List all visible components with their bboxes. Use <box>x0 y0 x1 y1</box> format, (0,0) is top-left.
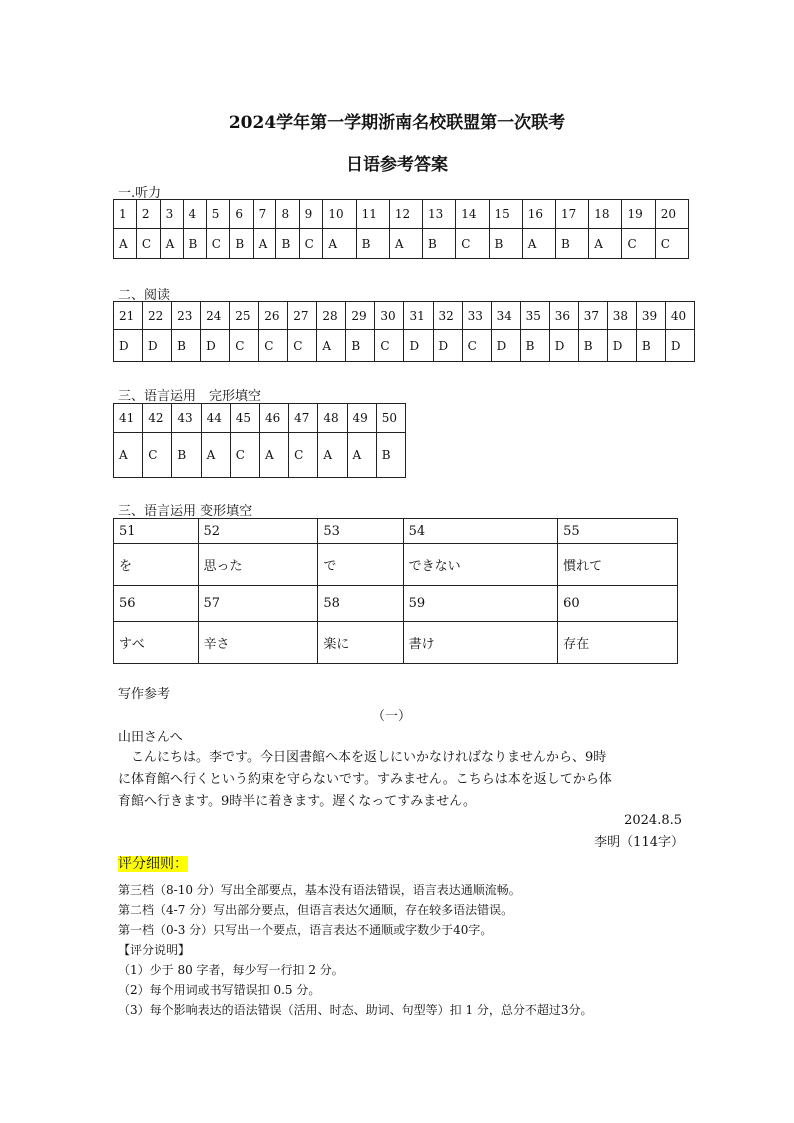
question-number-cell: 24 <box>201 302 230 330</box>
answer-cell: 思った <box>198 544 318 586</box>
answer-cell: A <box>114 229 137 259</box>
answer-cell: C <box>462 330 491 362</box>
question-number-cell: 18 <box>589 200 622 229</box>
question-number-cell: 9 <box>299 200 323 229</box>
question-number-cell: 25 <box>230 302 259 330</box>
answer-cell: B <box>489 229 522 259</box>
answer-cell: C <box>289 433 318 478</box>
letter-line: 育館へ行きます。9時半に着きます。遅くなってすみません。 <box>118 794 476 809</box>
question-number-cell: 11 <box>356 200 389 229</box>
answer-cell: C <box>622 229 655 259</box>
question-number-cell: 45 <box>230 404 259 433</box>
answer-cell: A <box>347 433 376 478</box>
answer-cell: 書け <box>403 622 557 664</box>
scoring-tier-3: 第三档（8-10 分）写出全部要点，基本没有语法错误，语言表达通顺流畅。 <box>118 883 521 897</box>
answer-cell: B <box>356 229 389 259</box>
answer-cell: D <box>433 330 462 362</box>
letter-line: こんにちは。李です。今日図書館へ本を返しにいかなければなりませんから、9時 <box>118 750 607 765</box>
scoring-tier-1: 第一档（0-3 分）只写出一个要点，语言表达不通顺或字数少于40字。 <box>118 923 493 937</box>
scoring-heading-highlight: 评分细则： <box>118 856 188 872</box>
answer-cell: C <box>136 229 160 259</box>
answer-cell: A <box>389 229 422 259</box>
letter-date: 2024.8.5 <box>624 813 682 828</box>
answer-cell: 慣れて <box>558 544 678 586</box>
question-number-cell: 52 <box>198 519 318 544</box>
scoring-note: （3）每个影响表达的语法错误（活用、时态、助词、句型等）扣 1 分，总分不超过3分。 <box>118 1003 593 1017</box>
question-number-cell: 5 <box>206 200 230 229</box>
question-number-cell: 40 <box>665 302 694 330</box>
question-number-cell: 2 <box>136 200 160 229</box>
question-number-cell: 46 <box>259 404 288 433</box>
question-number-cell: 31 <box>404 302 433 330</box>
question-number-cell: 4 <box>183 200 206 229</box>
question-number-cell: 20 <box>655 200 688 229</box>
answer-key-title: 日语参考答案 <box>346 155 448 175</box>
question-number-cell: 35 <box>520 302 549 330</box>
answer-cell: B <box>172 330 201 362</box>
answer-cell: B <box>183 229 206 259</box>
question-number-cell: 33 <box>462 302 491 330</box>
cloze-answer-table <box>113 403 406 478</box>
letter-body <box>118 747 698 813</box>
answer-cell: A <box>114 433 143 478</box>
answer-cell: C <box>375 330 404 362</box>
answer-cell: A <box>318 433 347 478</box>
answer-cell: B <box>172 433 201 478</box>
answer-cell: C <box>456 229 489 259</box>
cloze-heading: 三、语言运用 完形填空 <box>118 389 262 404</box>
question-number-cell: 47 <box>289 404 318 433</box>
answer-cell: D <box>404 330 433 362</box>
question-number-cell: 17 <box>555 200 588 229</box>
question-number-cell: 48 <box>318 404 347 433</box>
answer-cell: B <box>346 330 375 362</box>
answer-cell: 楽に <box>318 622 403 664</box>
answer-cell: A <box>323 229 356 259</box>
question-number-cell: 38 <box>607 302 636 330</box>
question-number-cell: 56 <box>114 586 199 622</box>
question-number-cell: 41 <box>114 404 143 433</box>
question-number-cell: 51 <box>114 519 199 544</box>
listening-heading: 一.听力 <box>118 186 162 201</box>
answer-cell: A <box>317 330 346 362</box>
answer-cell: すべ <box>114 622 199 664</box>
answer-cell: C <box>259 330 288 362</box>
question-number-cell: 55 <box>558 519 678 544</box>
question-number-cell: 54 <box>403 519 557 544</box>
question-number-cell: 7 <box>253 200 276 229</box>
question-number-cell: 32 <box>433 302 462 330</box>
question-number-cell: 12 <box>389 200 422 229</box>
answer-cell: できない <box>403 544 557 586</box>
question-number-cell: 29 <box>346 302 375 330</box>
question-number-cell: 30 <box>375 302 404 330</box>
scoring-tier-2: 第二档（4-7 分）写出部分要点，但语言表达欠通顺，存在较多语法错误。 <box>118 903 514 917</box>
word-form-heading: 三、语言运用 变形填空 <box>118 504 253 519</box>
writing-heading: 写作参考 <box>118 687 171 702</box>
reading-answer-table <box>113 301 695 362</box>
question-number-cell: 49 <box>347 404 376 433</box>
reading-heading: 二、阅读 <box>118 288 171 303</box>
letter-signature: 李明（114字） <box>594 835 684 850</box>
answer-cell: A <box>589 229 622 259</box>
answer-cell: 辛さ <box>198 622 318 664</box>
answer-cell: D <box>665 330 694 362</box>
question-number-cell: 16 <box>522 200 555 229</box>
scoring-rules <box>118 880 718 1020</box>
question-number-cell: 23 <box>172 302 201 330</box>
question-number-cell: 50 <box>376 404 405 433</box>
answer-cell: B <box>555 229 588 259</box>
question-number-cell: 10 <box>323 200 356 229</box>
answer-cell: C <box>143 433 172 478</box>
question-number-cell: 22 <box>143 302 172 330</box>
question-number-cell: 58 <box>318 586 403 622</box>
answer-cell: で <box>318 544 403 586</box>
answer-cell: A <box>259 433 288 478</box>
question-number-cell: 13 <box>423 200 456 229</box>
answer-cell: B <box>376 433 405 478</box>
question-number-cell: 43 <box>172 404 201 433</box>
answer-cell: D <box>143 330 172 362</box>
answer-cell: A <box>522 229 555 259</box>
question-number-cell: 28 <box>317 302 346 330</box>
answer-cell: C <box>288 330 317 362</box>
question-number-cell: 15 <box>489 200 522 229</box>
question-number-cell: 36 <box>549 302 578 330</box>
question-number-cell: 57 <box>198 586 318 622</box>
scoring-note: （1）少于 80 字者，每少写一行扣 2 分。 <box>118 963 344 977</box>
answer-cell: A <box>201 433 230 478</box>
answer-cell: A <box>160 229 183 259</box>
answer-cell: D <box>607 330 636 362</box>
answer-cell: B <box>578 330 607 362</box>
question-number-cell: 42 <box>143 404 172 433</box>
question-number-cell: 19 <box>622 200 655 229</box>
answer-cell: を <box>114 544 199 586</box>
answer-cell: B <box>230 229 253 259</box>
answer-cell: C <box>655 229 688 259</box>
question-number-cell: 60 <box>558 586 678 622</box>
question-number-cell: 3 <box>160 200 183 229</box>
answer-cell: D <box>549 330 578 362</box>
answer-cell: D <box>114 330 143 362</box>
question-number-cell: 53 <box>318 519 403 544</box>
answer-cell: B <box>636 330 665 362</box>
answer-cell: B <box>520 330 549 362</box>
question-number-cell: 59 <box>403 586 557 622</box>
question-number-cell: 34 <box>491 302 520 330</box>
answer-cell: B <box>423 229 456 259</box>
scoring-heading <box>118 853 188 873</box>
question-number-cell: 37 <box>578 302 607 330</box>
scoring-note: （2）每个用词或书写错误扣 0.5 分。 <box>118 983 321 997</box>
question-number-cell: 26 <box>259 302 288 330</box>
question-number-cell: 39 <box>636 302 665 330</box>
question-number-cell: 8 <box>276 200 299 229</box>
answer-cell: 存在 <box>558 622 678 664</box>
answer-cell: C <box>206 229 230 259</box>
exam-title: 2024学年第一学期浙南名校联盟第一次联考 <box>228 113 566 133</box>
question-number-cell: 44 <box>201 404 230 433</box>
letter-salutation: 山田さんへ <box>118 730 183 745</box>
answer-cell: A <box>253 229 276 259</box>
answer-cell: D <box>201 330 230 362</box>
listening-answer-table <box>113 199 689 259</box>
question-number-cell: 14 <box>456 200 489 229</box>
letter-line: に体育館へ行くという約束を守らないです。すみません。こちらは本を返してから体 <box>118 772 612 787</box>
scoring-notes-heading: 【评分说明】 <box>118 943 191 957</box>
answer-cell: B <box>276 229 299 259</box>
answer-cell: C <box>230 433 259 478</box>
question-number-cell: 1 <box>114 200 137 229</box>
writing-part-label: （一） <box>372 709 412 724</box>
question-number-cell: 6 <box>230 200 253 229</box>
question-number-cell: 27 <box>288 302 317 330</box>
word-form-answer-table <box>113 518 678 664</box>
answer-cell: D <box>491 330 520 362</box>
question-number-cell: 21 <box>114 302 143 330</box>
answer-cell: C <box>299 229 323 259</box>
answer-cell: C <box>230 330 259 362</box>
